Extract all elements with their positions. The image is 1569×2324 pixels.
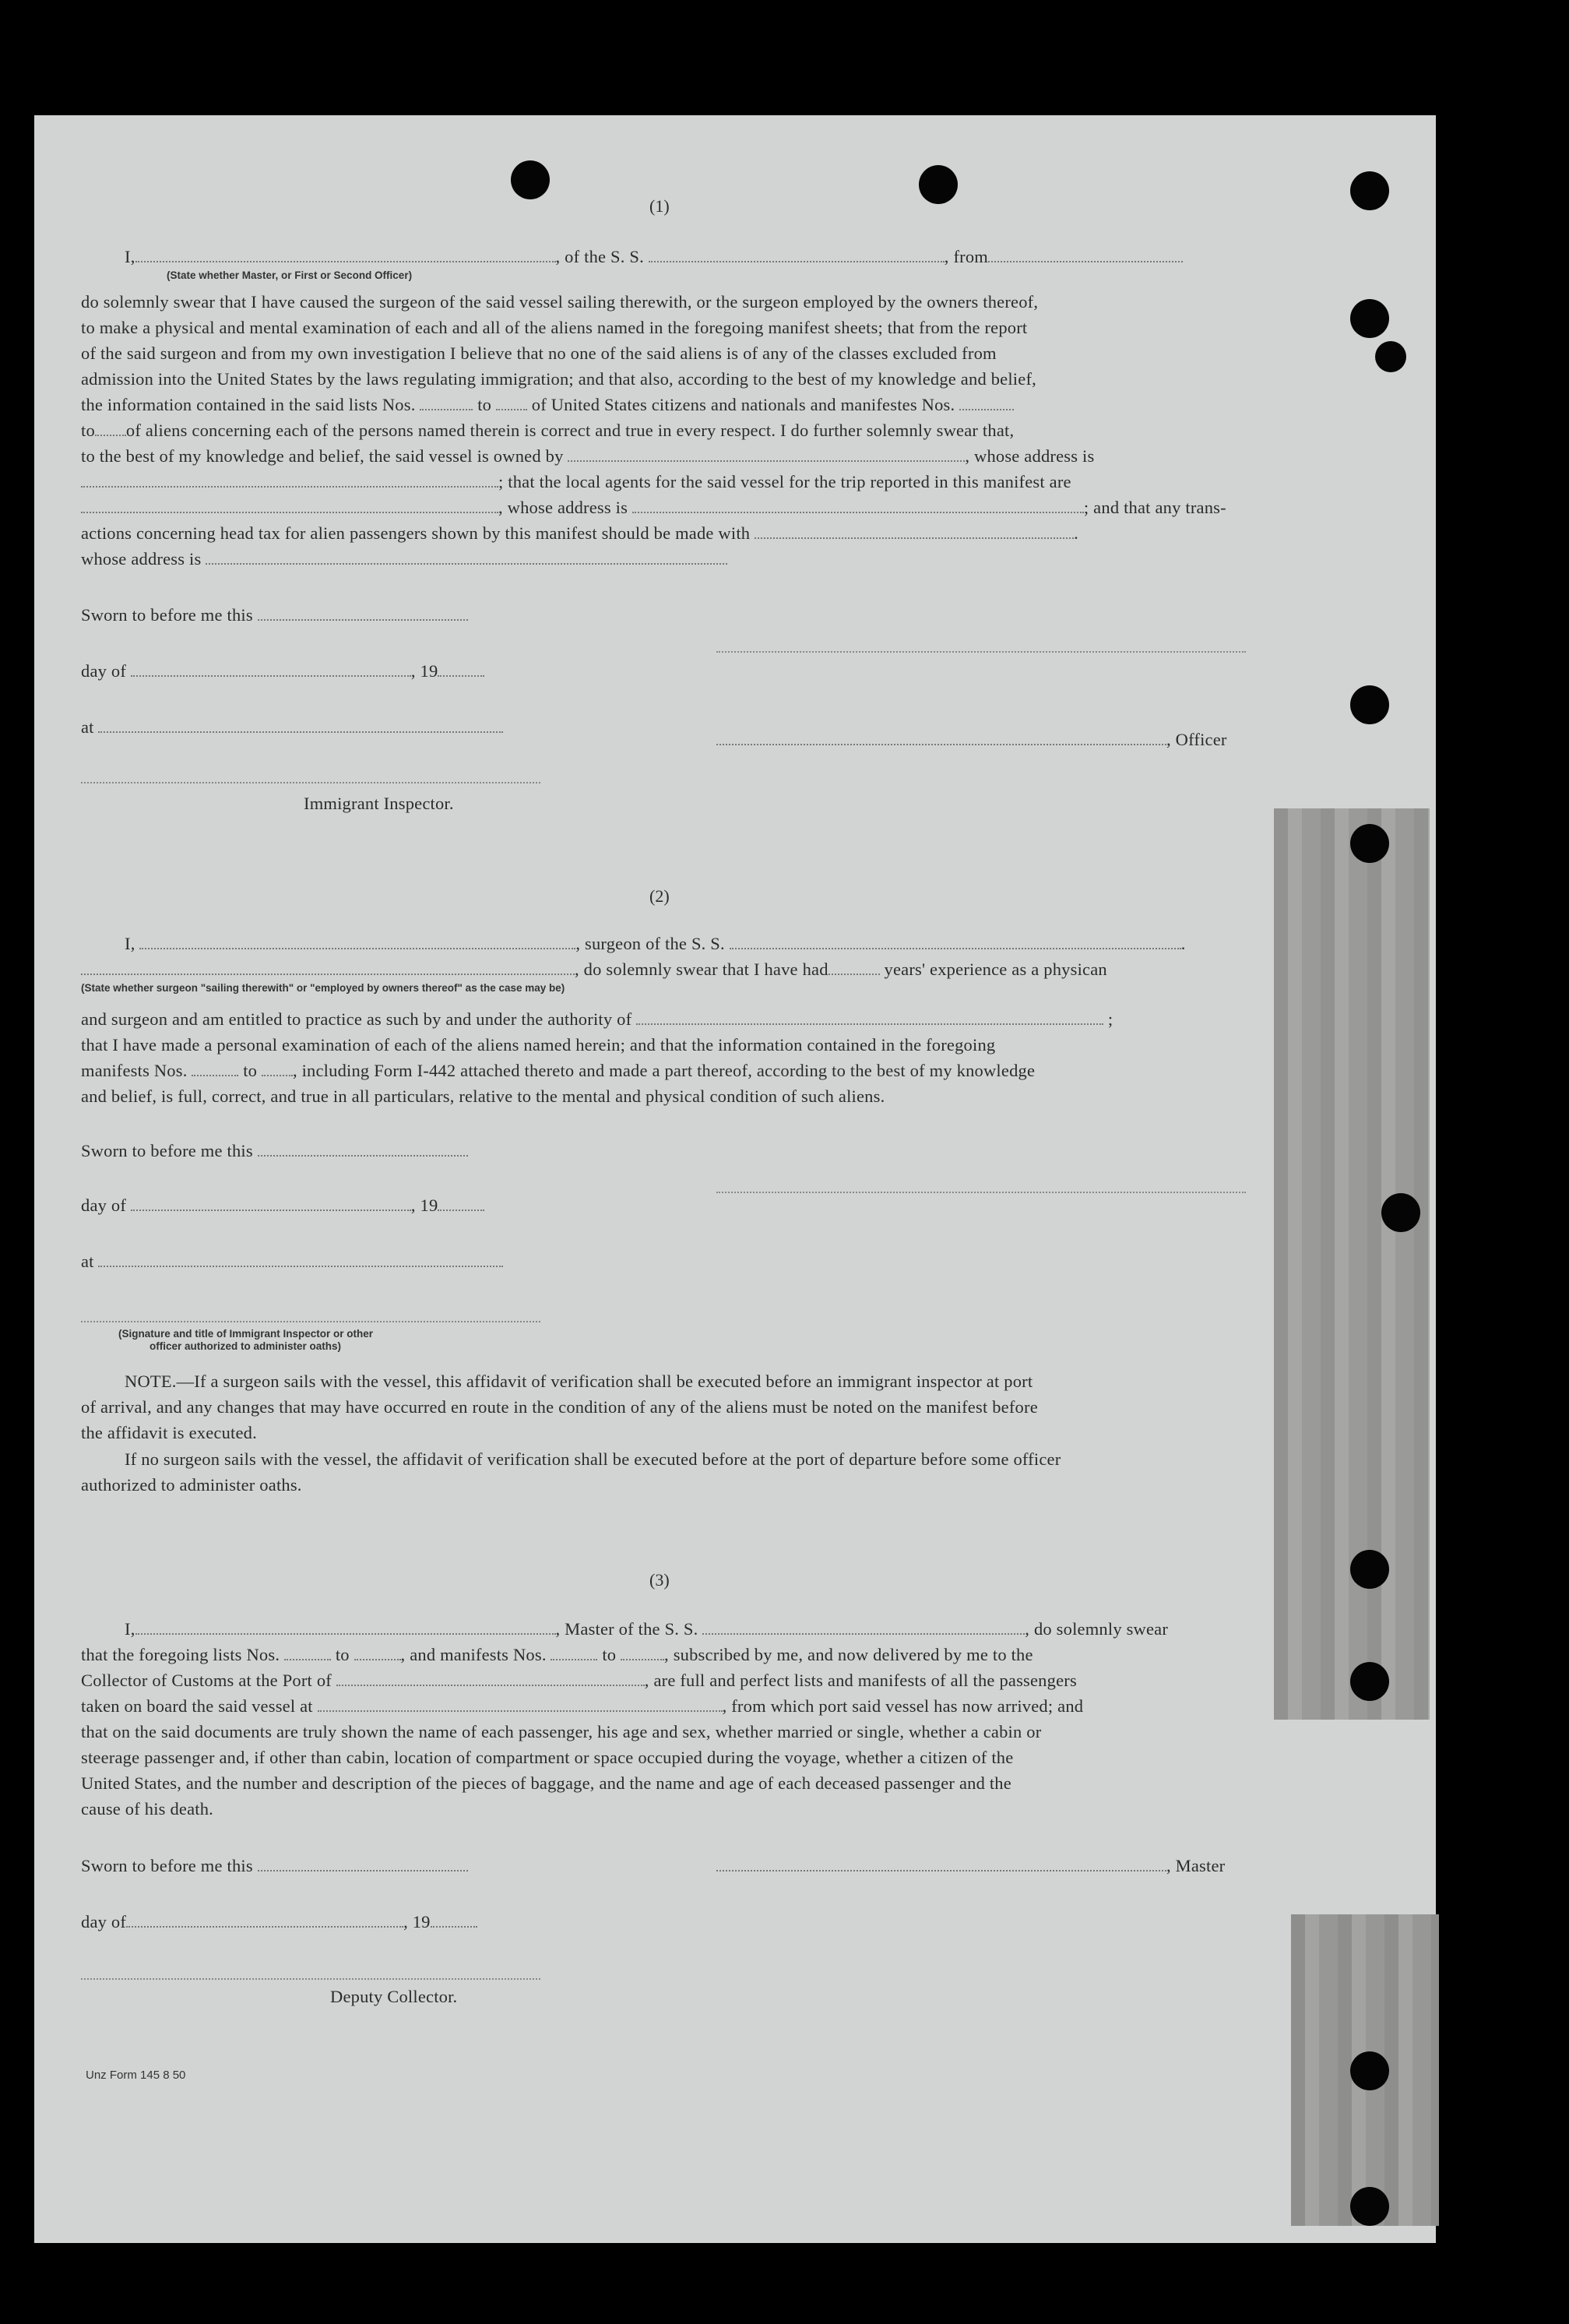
officer-note: (State whether Master, or First or Second Officer) [167, 269, 413, 281]
s3-line-1: I, , Master of the S. S. , do solemnly swear [125, 1619, 1169, 1639]
form-sheet [34, 115, 1436, 2243]
s1-p5: the information contained in the said lists Nos. to of United States citizens and nationals and manifestes Nos. [81, 393, 1014, 417]
punch-hole [1350, 1662, 1389, 1701]
s1-p3: of the said surgeon and from my own investigation I believe that no one of the said aliens is of any of the classes excluded from [81, 343, 997, 363]
s2-day-of: day of , 19 [81, 1193, 484, 1218]
s3-line-6: steerage passenger and, if other than cabin, location of compartment or space occupied during the voyage, whether a citizen of the [81, 1748, 1014, 1767]
punch-hole [1350, 685, 1389, 724]
tape-strip [1274, 808, 1430, 1720]
s1-p2: to make a physical and mental examination of each and all of the aliens named in the foregoing manifest sheets; that from the report [81, 318, 1028, 337]
s2-note-1: NOTE.—If a surgeon sails with the vessel, this affidavit of verification shall be executed before an immigrant inspector at port [125, 1372, 1033, 1391]
punch-hole [1350, 171, 1389, 210]
punch-hole [1350, 824, 1389, 863]
s2-line-6: and belief, is full, correct, and true in all particulars, relative to the mental and physical condition of such aliens. [81, 1086, 885, 1106]
punch-hole [1350, 1550, 1389, 1589]
s1-line-1: I, , of the S. S. , from [125, 245, 1183, 269]
section-2-number: (2) [649, 886, 670, 906]
surgeon-note: (State whether surgeon "sailing therewith" or "employed by owners thereof" as the case may be) [81, 982, 565, 994]
s2-sworn: Sworn to before me this [81, 1139, 468, 1164]
punch-hole [511, 160, 550, 199]
s1-inspector-line [81, 782, 540, 783]
s3-line-5: that on the said documents are truly shown the name of each passenger, his age and sex, whether married or single, whether a cabin or [81, 1722, 1042, 1741]
s1-p6: to of aliens concerning each of the persons named therein is correct and true in every respect. I do further solemnly swear that, [81, 421, 1015, 440]
punch-hole [1350, 2187, 1389, 2226]
s1-day-of: day of , 19 [81, 659, 484, 684]
s1-p11: whose address is [81, 547, 727, 572]
punch-hole [919, 165, 958, 204]
s2-line-2: , do solemnly swear that I have had years' experience as a physican [81, 957, 1107, 982]
s1-inspector: Immigrant Inspector. [304, 794, 454, 813]
punch-hole [1350, 2051, 1389, 2090]
s1-p7: to the best of my knowledge and belief, the said vessel is owned by , whose address is [81, 446, 1095, 466]
s2-note-4: If no surgeon sails with the vessel, the affidavit of verification shall be executed before at the port of departure before some officer [125, 1449, 1061, 1469]
s1-p8: ; that the local agents for the said vessel for the trip reported in this manifest are [81, 470, 1071, 495]
s1-p1: do solemnly swear that I have caused the surgeon of the said vessel sailing therewith, or the surgeon employed by the owners thereof, [81, 292, 1039, 312]
section-3-number: (3) [649, 1570, 670, 1590]
s1-p9: , whose address is ; and that any trans- [81, 495, 1226, 520]
s2-note-3: the affidavit is executed. [81, 1423, 257, 1442]
s2-line-3: and surgeon and am entitled to practice as such by and under the authority of ; [81, 1009, 1113, 1029]
s3-line-4: taken on board the said vessel at , from which port said vessel has now arrived; and [81, 1696, 1084, 1716]
s3-sworn: Sworn to before me this [81, 1854, 468, 1879]
s3-master: , Master [716, 1854, 1225, 1879]
s3-deputy-line [81, 1978, 540, 1980]
s2-signature-line [716, 1192, 1246, 1193]
section-1-number: (1) [649, 196, 670, 216]
s2-line-1: I, , surgeon of the S. S. . [125, 934, 1186, 953]
s2-note-5: authorized to administer oaths. [81, 1475, 302, 1495]
s2-note-2: of arrival, and any changes that may have occurred en route in the condition of any of the aliens must be noted on the manifest before [81, 1397, 1038, 1417]
s3-deputy: Deputy Collector. [330, 1987, 458, 2006]
s3-day-of: day of , 19 [81, 1910, 477, 1935]
s1-p4: admission into the United States by the laws regulating immigration; and that also, according to the best of my knowledge and belief, [81, 369, 1036, 389]
form-number: Unz Form 145 8 50 [86, 2069, 186, 2082]
punch-hole [1350, 299, 1389, 338]
sig-note-2: officer authorized to administer oaths) [150, 1340, 342, 1352]
s2-line-4: that I have made a personal examination of each of the aliens named herein; and that the information contained in the foregoing [81, 1035, 996, 1055]
s3-line-8: cause of his death. [81, 1799, 213, 1819]
s3-line-7: United States, and the number and description of the pieces of baggage, and the name and age of each deceased passenger and the [81, 1773, 1011, 1793]
s1-signature-line [716, 651, 1246, 653]
s1-officer: , Officer [716, 727, 1227, 752]
s2-line-5: manifests Nos. to , including Form I-442 attached thereto and made a part thereof, according to the best of my knowledge [81, 1061, 1036, 1080]
s2-sig-rule [81, 1321, 540, 1322]
s2-at: at [81, 1249, 503, 1274]
punch-hole [1381, 1193, 1420, 1232]
s1-p10: actions concerning head tax for alien passengers shown by this manifest should be made with . [81, 523, 1078, 543]
s3-line-2: that the foregoing lists Nos. to , and manifests Nos. to , subscribed by me, and now delivered by me to the [81, 1645, 1033, 1664]
sig-note-1: (Signature and title of Immigrant Inspector or other [118, 1328, 374, 1340]
s1-at: at [81, 715, 503, 740]
s1-sworn: Sworn to before me this [81, 603, 468, 628]
punch-hole [1375, 341, 1406, 372]
s3-line-3: Collector of Customs at the Port of , are full and perfect lists and manifests of all the passengers [81, 1671, 1077, 1690]
